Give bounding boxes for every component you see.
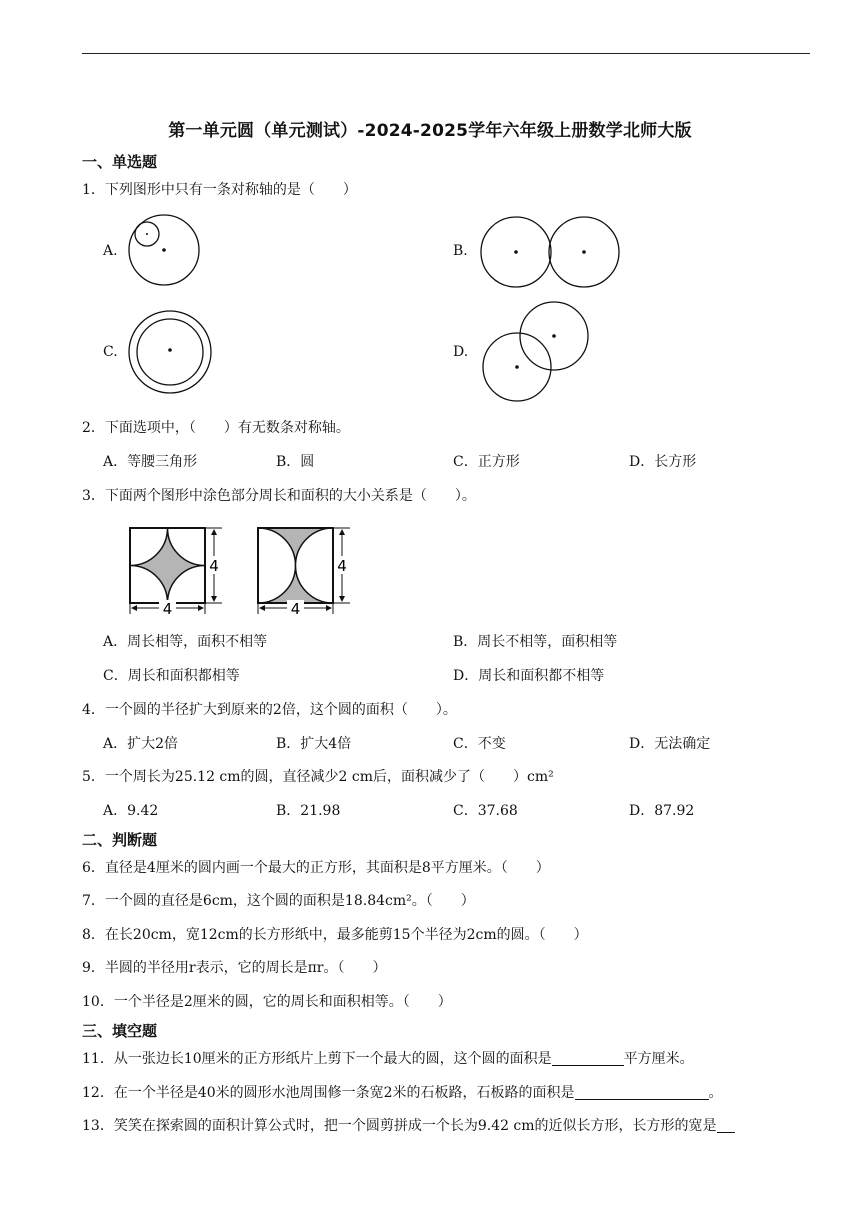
question-11 — [82, 1048, 694, 1068]
section-fill-blank: 三、填空题 — [82, 1022, 158, 1040]
q3-option-c[interactable]: C．周长和面积都相等 — [103, 668, 240, 684]
q5-option-a[interactable]: A．9.42 — [103, 803, 159, 819]
question-2: 2．下面选项中，（ ）有无数条对称轴。 — [82, 420, 350, 436]
q3-option-a[interactable]: A．周长相等，面积不相等 — [103, 634, 268, 650]
q1-option-d-label[interactable]: D. — [453, 344, 469, 360]
question-6: 6．直径是4厘米的圆内画一个最大的正方形，其面积是8平方厘米。（ ） — [82, 860, 550, 876]
q12-end: 。 — [708, 1085, 723, 1101]
q2-option-a[interactable]: A．等腰三角形 — [103, 454, 198, 470]
q13-answer-blank[interactable] — [717, 1117, 735, 1133]
q3-option-d[interactable]: D．周长和面积都不相等 — [453, 668, 605, 684]
question-10: 10．一个半径是2厘米的圆，它的周长和面积相等。（ ） — [82, 994, 452, 1010]
question-5: 5．一个周长为25.12 cm的圆，直径减少2 cm后，面积减少了（ ）cm² — [82, 769, 554, 785]
q2-option-b[interactable]: B．圆 — [276, 454, 315, 470]
q11-text: 11．从一张边长10厘米的正方形纸片上剪下一个最大的圆，这个圆的面积是 — [82, 1051, 552, 1067]
q3-option-b[interactable]: B．周长不相等，面积相等 — [453, 634, 618, 650]
question-7: 7．一个圆的直径是6cm，这个圆的面积是18.84cm²。（ ） — [82, 893, 475, 909]
q12-text: 12．在一个半径是40米的圆形水池周围修一条宽2米的石板路，石板路的面积是 — [82, 1085, 575, 1101]
section-single-choice: 一、单选题 — [82, 153, 158, 171]
q4-option-b[interactable]: B．扩大4倍 — [276, 736, 352, 752]
q1-option-a-figure — [128, 214, 202, 288]
q3-fig1-width-label: 4 — [162, 600, 173, 618]
header-rule — [82, 53, 810, 54]
q4-option-a[interactable]: A．扩大2倍 — [103, 736, 179, 752]
q2-option-c[interactable]: C．正方形 — [453, 454, 520, 470]
section-true-false: 二、判断题 — [82, 831, 158, 849]
q11-unit: 平方厘米。 — [623, 1051, 694, 1067]
q1-option-b-figure — [480, 216, 622, 288]
page-title: 第一单元圆（单元测试）-2024-2025学年六年级上册数学北师大版 — [168, 121, 692, 141]
q3-fig1-height-label: 4 — [209, 557, 219, 575]
q1-option-c-figure — [128, 309, 212, 395]
question-9: 9．半圆的半径用r表示，它的周长是πr。（ ） — [82, 960, 387, 976]
q1-option-a-label[interactable]: A. — [103, 243, 118, 259]
question-4: 4．一个圆的半径扩大到原来的2倍，这个圆的面积（ ）。 — [82, 702, 457, 718]
q3-figure-1 — [122, 524, 232, 616]
q5-option-d[interactable]: D．87.92 — [629, 803, 695, 819]
q5-option-c[interactable]: C．37.68 — [453, 803, 518, 819]
q4-option-d[interactable]: D．无法确定 — [629, 736, 711, 752]
question-3: 3．下面两个图形中涂色部分周长和面积的大小关系是（ ）。 — [82, 488, 476, 504]
q3-fig2-width-label: 4 — [290, 600, 301, 618]
q5-option-b[interactable]: B．21.98 — [276, 803, 341, 819]
q3-fig2-height-label: 4 — [337, 557, 347, 575]
question-1: 1．下列图形中只有一条对称轴的是（ ） — [82, 182, 357, 198]
q13-text: 13．笑笑在探索圆的面积计算公式时，把一个圆剪拼成一个长为9.42 cm的近似长方形，长方形的宽是 — [82, 1118, 717, 1134]
q12-answer-blank[interactable] — [575, 1084, 709, 1100]
q1-option-d-figure — [480, 300, 592, 404]
q4-option-c[interactable]: C．不变 — [453, 736, 506, 752]
question-8: 8．在长20cm，宽12cm的长方形纸中，最多能剪15个半径为2cm的圆。（ ） — [82, 927, 588, 943]
q2-option-d[interactable]: D．长方形 — [629, 454, 697, 470]
q1-option-b-label[interactable]: B. — [453, 243, 468, 259]
question-12 — [82, 1082, 723, 1102]
q11-answer-blank[interactable] — [552, 1050, 624, 1066]
q1-option-c-label[interactable]: C. — [103, 344, 118, 360]
q3-figure-2 — [250, 524, 360, 616]
question-13 — [82, 1115, 735, 1135]
